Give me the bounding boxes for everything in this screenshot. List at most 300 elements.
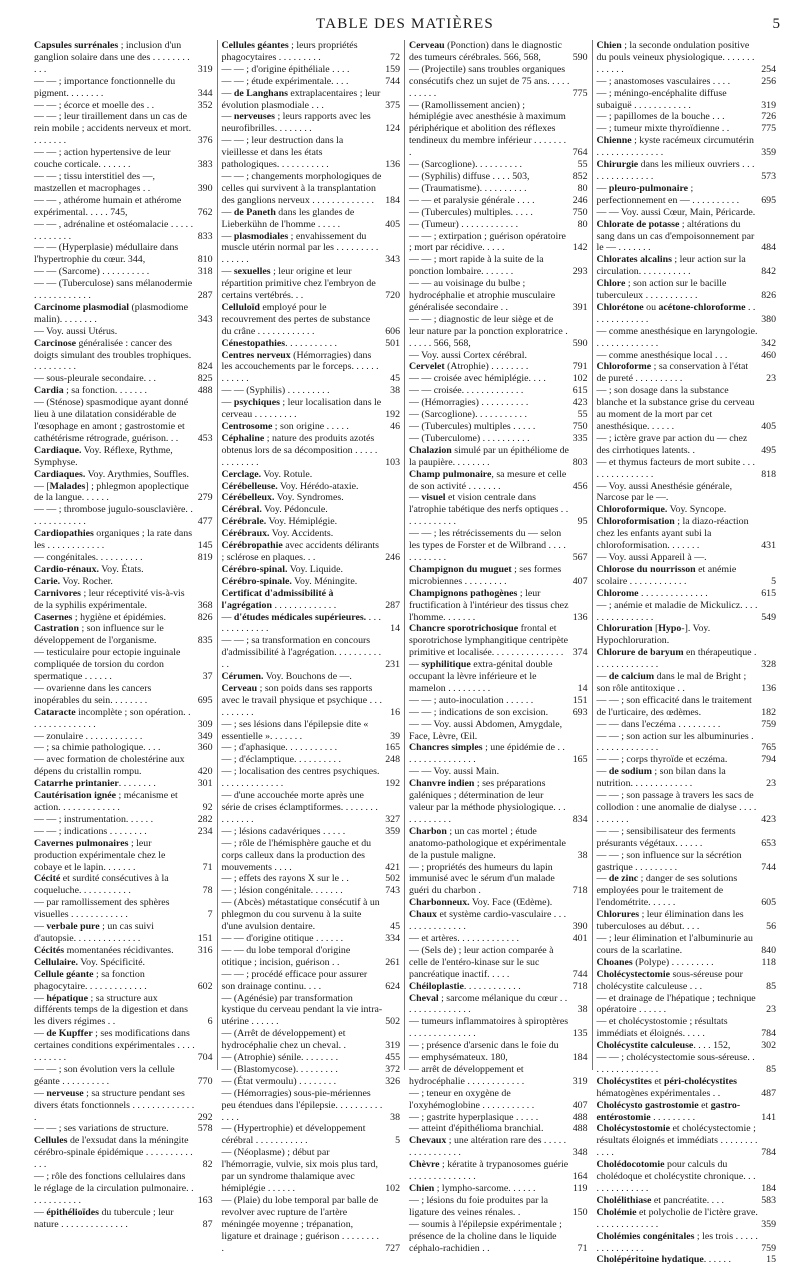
index-entry — [409, 183, 588, 195]
index-entry — [597, 754, 777, 766]
entry-label — [222, 338, 383, 350]
index-entry — [597, 1100, 777, 1124]
entry-text: . . . . . . . . — [118, 778, 156, 790]
entry-text: — par ramollissement des sphères visuelles . . . . . . . . . . . . — [34, 897, 170, 921]
entry-page-number: 775 — [572, 87, 588, 99]
entry-text: ; nature des produits azotés obtenus lors de sa décomposition . . . . . . . . . . . . . — [221, 432, 378, 468]
entry-page-number: 150 — [572, 1206, 588, 1218]
entry-label — [597, 385, 759, 433]
entry-text: ; leur action sur la circulation. . . . . . . . . . . — [596, 254, 746, 278]
entry-page-number: 141 — [761, 1111, 776, 1123]
entry-heading: psychiques — [233, 397, 280, 409]
index-entry — [597, 350, 777, 362]
entry-text: — ; effets des rayons X sur le . . — [221, 873, 349, 885]
entry-page-number: 770 — [197, 1075, 213, 1087]
index-entry — [409, 350, 588, 362]
entry-text: — — du lobe temporal d'origine otitique ; incision, guérison . . — [221, 944, 351, 968]
index-entry — [597, 1052, 777, 1076]
entry-label — [222, 933, 383, 945]
index-entry — [409, 623, 588, 659]
entry-heading: Chienne — [596, 135, 632, 147]
index-entry — [34, 576, 213, 588]
entry-label — [222, 635, 383, 671]
entry-label — [409, 778, 570, 826]
entry-label — [34, 481, 195, 505]
entry-label — [597, 278, 759, 302]
index-entry — [222, 111, 401, 135]
entry-text: — — ; procédé efficace pour assurer son drainage continu. . . . — [221, 968, 368, 992]
index-column-2 — [218, 40, 406, 1254]
entry-page-number: 37 — [202, 671, 213, 683]
entry-label — [409, 231, 570, 255]
entry-label — [597, 76, 759, 88]
entry-heading: verbale pure — [46, 921, 100, 933]
index-entry — [34, 171, 213, 195]
entry-heading: Cellulaire. — [34, 956, 78, 968]
entry-label — [597, 1207, 759, 1231]
index-entry — [34, 1123, 213, 1135]
index-entry — [597, 1195, 777, 1207]
entry-page-number: 182 — [761, 706, 776, 718]
index-entry — [597, 564, 777, 588]
entry-page-number: 704 — [197, 1052, 213, 1064]
entry-text: ; mécanisme et action. . . . . . . . . . . . . — [34, 790, 178, 813]
entry-text: — ; ictère grave par action du — chez des cirrhotiques latents. . — [596, 432, 748, 456]
index-entry — [409, 707, 588, 719]
entry-page-number: 7 — [207, 909, 213, 921]
index-entry — [597, 159, 777, 183]
index-entry — [409, 445, 588, 469]
entry-heading: Celluloïd — [221, 301, 260, 313]
entry-page-number: 282 — [197, 813, 213, 825]
entry-label — [222, 588, 383, 612]
index-entry — [34, 373, 213, 385]
entry-heading: Cholécystites — [596, 1075, 652, 1087]
entry-text: et surdité consécutives à la coqueluche. . . . . . . . . . . — [34, 873, 169, 897]
entry-text: Voy. Spécificité. — [77, 956, 145, 968]
entry-heading: épithélioïdes — [46, 1206, 100, 1218]
entry-label — [222, 969, 383, 993]
entry-text: avec accidents délirants ; sclérose en plaques. . . — [221, 540, 379, 563]
entry-text: — (Néoplasme) ; début par l'hémorragie, vulvie, six mois plus tard, par un syndrome thalamique avec hémiplégie . . . . . . — [221, 1147, 378, 1194]
index-entry — [597, 1254, 777, 1266]
entry-label — [34, 1207, 196, 1231]
index-entry — [409, 659, 588, 695]
entry-label — [597, 564, 760, 588]
index-entry — [409, 409, 588, 421]
entry-text: — ; méningo-encéphalite diffuse subaiguë . . . . . . . . . . . . — [596, 87, 727, 111]
entry-label — [597, 933, 759, 957]
entry-text: (Ponction) dans le diagnostic des tumeurs cérébrales. 566, 568, — [409, 40, 563, 63]
entry-text: — et artères. . . . . . . . . . . . . — [409, 932, 519, 944]
entry-text: ; ses préparations galéniques ; détermination de leur valeur par la méthode physiologique. . . . . . . . . . . . — [409, 778, 566, 825]
entry-label — [34, 397, 195, 445]
entry-label — [409, 945, 570, 981]
entry-page-number: 87 — [202, 1218, 213, 1230]
index-entry — [34, 278, 213, 302]
entry-text: — ; rôle des fonctions cellulaires dans le réglage de la circulation pulmonaire. . . . . . . . . . . . — [34, 1171, 194, 1206]
entry-heading: Chlorure de baryum — [596, 647, 684, 659]
entry-text: ] ; phlegmon apoplectique de la langue. . . . . . — [34, 480, 189, 504]
entry-page-number: 718 — [572, 980, 588, 992]
entry-heading: Cérébrale. — [221, 516, 267, 528]
entry-heading: Carie. — [34, 575, 61, 587]
index-entry — [222, 528, 401, 540]
index-column-1 — [30, 40, 218, 1230]
index-entry — [34, 838, 213, 874]
entry-page-number: 118 — [761, 956, 776, 968]
entry-heading: visuel — [421, 492, 446, 504]
entry-text: et — [651, 1075, 664, 1087]
index-entry — [409, 64, 588, 100]
entry-text: — — ; étude expérimentale. . . . — [221, 75, 349, 87]
entry-page-number: 184 — [761, 1183, 776, 1194]
entry-label — [34, 576, 196, 588]
entry-label — [597, 1052, 760, 1076]
entry-page-number: 834 — [572, 813, 588, 825]
index-entry — [409, 1088, 588, 1112]
entry-page-number: 819 — [197, 551, 213, 563]
entry-label — [409, 469, 570, 493]
page-header — [30, 16, 780, 40]
entry-heading: Cervelet — [409, 361, 445, 373]
index-entry — [34, 945, 213, 957]
entry-text: ; son origine . . . . . — [272, 421, 349, 432]
entry-text: ; sa fonction. . . . . . . — [63, 385, 148, 397]
entry-label — [597, 588, 759, 600]
index-entry — [597, 790, 777, 826]
entry-heading: Cécité — [34, 873, 61, 885]
entry-label — [409, 993, 571, 1017]
entry-label — [34, 778, 195, 790]
entry-label — [222, 945, 383, 969]
entry-text: organiques ; la rate dans les . . . . . . . . . . . . — [34, 528, 193, 552]
entry-label — [597, 135, 759, 159]
entry-page-number: 487 — [761, 1087, 776, 1099]
entry-heading: Cholépéritoine hydatique — [596, 1254, 704, 1266]
entry-label — [34, 504, 195, 528]
entry-label — [409, 1112, 570, 1124]
entry-page-number: 423 — [572, 397, 588, 409]
entry-text: — [ — [34, 480, 50, 492]
index-entry — [597, 457, 777, 481]
entry-page-number: 583 — [761, 1194, 776, 1206]
entry-page-number: 852 — [572, 170, 588, 182]
entry-heading: syphilitique — [421, 659, 471, 671]
entry-text: et vision centrale dans l'atrophie tabétique des nerfs optiques . . . . . . . . . . . . — [409, 492, 569, 528]
entry-page-number: 319 — [572, 1075, 588, 1087]
entry-label — [34, 1088, 195, 1124]
entry-page-number: 390 — [572, 921, 588, 933]
entry-page-number: 606 — [385, 325, 400, 337]
entry-label — [222, 671, 384, 683]
entry-label — [222, 504, 384, 516]
index-entry — [409, 373, 588, 385]
entry-text: — — [221, 611, 234, 623]
entry-label — [597, 552, 760, 564]
entry-label — [409, 421, 570, 433]
entry-text: — — ; cholécystectomie sous-séreuse. . . . . . . . . . . . . . . — [596, 1052, 755, 1075]
entry-page-number: 460 — [761, 349, 776, 361]
entry-label — [409, 159, 571, 171]
entry-page-number: 376 — [197, 135, 213, 147]
entry-page-number: 319 — [197, 63, 213, 75]
entry-label — [34, 469, 196, 481]
entry-label — [222, 421, 384, 433]
entry-text: — ; gastrite hyperplasique . . . . . — [409, 1111, 539, 1123]
entry-page-number: 95 — [577, 516, 588, 528]
entry-label — [34, 623, 195, 647]
entry-page-number: 818 — [761, 468, 776, 480]
index-entry — [34, 588, 213, 612]
index-entry — [597, 1159, 777, 1195]
index-entry — [34, 778, 213, 790]
entry-label — [34, 731, 195, 743]
entry-text: — — croisée avec hémiplégie. . . . — [409, 373, 546, 385]
entry-text: — — ; corps thyroïde et eczéma. — [596, 754, 728, 766]
entry-text: — — [409, 659, 422, 671]
entry-label — [409, 1123, 570, 1135]
entry-label — [34, 945, 195, 957]
entry-page-number: 743 — [385, 885, 400, 897]
entry-label — [597, 695, 759, 719]
entry-text: ; leur élimination dans les tuberculoses au début. . . . — [596, 909, 744, 933]
entry-heading: de sodium — [608, 766, 652, 778]
entry-label — [597, 1040, 759, 1052]
index-entry — [34, 147, 213, 171]
entry-page-number: 407 — [572, 1099, 588, 1111]
entry-text: Voy. Accidents. — [269, 528, 334, 540]
entry-text: — ; papillomes de la bouche . . . — [596, 111, 725, 123]
entry-heading: Cholécystectomie — [596, 968, 670, 980]
entry-label — [34, 147, 195, 171]
index-columns — [30, 40, 780, 1266]
entry-text: — ; leur élimination et l'albuminurie au cours de la scarlatine. — [596, 932, 753, 956]
entry-page-number: 16 — [390, 706, 400, 718]
entry-label — [597, 159, 759, 183]
entry-page-number: 502 — [385, 1016, 400, 1028]
entry-label — [34, 373, 195, 385]
entry-text: ; inclusion d'un ganglion solaire dans une des . . . . . . . . . . . — [34, 40, 190, 75]
entry-text: — atteint d'épithélioma branchial. — [409, 1123, 544, 1135]
entry-page-number: 405 — [761, 421, 776, 432]
entry-page-number: 695 — [197, 694, 213, 706]
index-entry — [222, 933, 401, 945]
entry-page-number: 759 — [761, 718, 776, 730]
entry-heading: Carnivores — [34, 587, 81, 599]
entry-heading: Carcinome plasmodial — [34, 301, 130, 313]
entry-heading: nerveuse — [46, 1087, 84, 1099]
entry-text: — sous-pleurale secondaire. . . — [34, 373, 157, 385]
entry-text: ; danger de ses solutions employées pour le traitement de l'endométrite. . . . . . — [596, 873, 738, 909]
entry-text: Voy. Rocher. — [60, 575, 113, 587]
entry-label — [409, 361, 570, 373]
entry-page-number: 163 — [197, 1194, 213, 1206]
entry-text: — — ; sensibilisateur des ferments présurants végétaux. . . . . . — [596, 825, 736, 849]
entry-text: — — ; indications de son excision. — [409, 706, 549, 718]
entry-label — [34, 40, 195, 76]
entry-heading: Chloruration — [596, 623, 653, 635]
index-entry — [597, 135, 777, 159]
index-entry — [409, 433, 588, 445]
entry-page-number: 14 — [577, 682, 588, 694]
entry-heading: Chlorate de potasse — [596, 218, 680, 230]
entry-page-number: 624 — [385, 980, 400, 992]
entry-page-number: 85 — [766, 980, 776, 992]
entry-text: ; leurs rapports avec les neurofibrilles. . . . . . . . — [221, 111, 371, 135]
entry-text: — (Sels de) ; leur action comparée à celle de l'entéro-kinase sur le suc pancréatique inactif. . . . . — [409, 944, 554, 980]
entry-page-number: 192 — [385, 409, 400, 421]
entry-label — [222, 564, 384, 576]
entry-text: — et thymus facteurs de mort subite . . . . . . . . . . . . . . . — [596, 456, 756, 480]
entry-page-number: 759 — [761, 1242, 776, 1254]
index-entry — [222, 1028, 401, 1052]
index-entry — [222, 671, 401, 683]
entry-text: — — ; importance fonctionnelle du pigment. . . . . . . . — [34, 75, 176, 99]
entry-label — [409, 207, 570, 219]
entry-text: — Voy. aussi Cortex cérébral. — [409, 349, 528, 361]
entry-label — [222, 742, 383, 754]
entry-label — [597, 1076, 759, 1100]
index-entry — [222, 576, 401, 588]
index-entry — [409, 1183, 588, 1195]
entry-page-number: 360 — [197, 742, 213, 754]
entry-page-number: 826 — [761, 290, 776, 302]
index-entry — [597, 278, 777, 302]
entry-heading: Cérébral. — [221, 504, 262, 516]
entry-heading: péri-cholécystites — [663, 1075, 737, 1087]
entry-text: Voy. Bouchons de —. — [263, 671, 352, 683]
entry-page-number: 375 — [385, 99, 400, 111]
index-entry — [597, 1016, 777, 1040]
entry-text: ; son action sur le bacille tuberculeux . . . . . . . . . . . — [596, 278, 727, 302]
entry-label — [409, 659, 571, 695]
entry-text: — Voy. aussi Anesthésie générale, Narcose par le —. — [596, 480, 733, 504]
entry-label — [409, 278, 570, 314]
index-entry — [222, 945, 401, 969]
entry-label — [597, 873, 759, 909]
entry-page-number: 605 — [761, 897, 776, 909]
entry-page-number: 765 — [761, 742, 776, 754]
entry-heading: Chlorome — [596, 587, 639, 599]
entry-label — [409, 742, 570, 766]
entry-text: ; son poids dans ses rapports avec le travail physique et psychique . . . . . . . . . . — [221, 682, 382, 718]
entry-page-number: 349 — [197, 730, 213, 742]
index-entry — [34, 1088, 213, 1124]
entry-page-number: 184 — [385, 194, 400, 206]
entry-page-number: 119 — [573, 1183, 588, 1194]
entry-label — [222, 135, 383, 171]
index-column-4 — [593, 40, 781, 1266]
entry-label — [222, 481, 384, 493]
entry-page-number: 343 — [197, 313, 213, 325]
index-entry — [597, 933, 777, 957]
entry-page-number: 80 — [577, 218, 588, 230]
entry-page-number: 38 — [390, 1111, 400, 1123]
entry-label — [597, 600, 759, 624]
entry-heading: Certificat d'admissibilité à l'agrégation — [221, 587, 334, 611]
entry-text: ; lympho-sarcome. . . . . . — [434, 1183, 536, 1194]
entry-page-number: 750 — [572, 206, 588, 218]
index-entry — [34, 647, 213, 683]
index-entry — [409, 492, 588, 528]
entry-label — [597, 1123, 759, 1159]
entry-text: — — ; changements morphologiques de celles qui survivent à la transplantation des ganglions nerveux . . . . . . . . . . . . . — [221, 170, 382, 206]
entry-page-number: 784 — [761, 1028, 776, 1040]
entry-text: ; une épidémie de . . . . . . . . . . . . . . . . — [409, 742, 565, 766]
entry-page-number: 615 — [572, 385, 588, 397]
entry-page-number: 279 — [197, 492, 213, 504]
entry-page-number: 407 — [572, 575, 588, 587]
index-entry — [34, 528, 213, 552]
entry-heading: Chirurgie — [596, 159, 639, 171]
index-entry — [597, 671, 777, 695]
entry-text: Voy. Face (Œdème). — [469, 897, 553, 909]
entry-text: — (Hémorragies) . . . . . . . . . . — [409, 397, 529, 409]
entry-label — [222, 1195, 383, 1255]
entry-text: — avec formation de cholestérine aux dépens du cristallin rompu. — [34, 754, 185, 778]
entry-text: . . . . . . . . . . . . . — [221, 611, 381, 635]
entry-text: [ — [652, 623, 659, 635]
entry-text: — (Atrophie) sénile. . . . . . . . — [221, 1052, 339, 1064]
entry-text: — — (Tuberculose) sans mélanodermie . . . . . . . . . . . . — [34, 278, 193, 302]
entry-label — [409, 707, 570, 719]
index-entry — [222, 469, 401, 481]
entry-heading: Cérébropathie — [221, 540, 283, 552]
index-entry — [34, 993, 213, 1029]
index-entry — [222, 492, 401, 504]
entry-text: — — dans l'eczéma . . . . . . . . . — [596, 718, 721, 730]
index-entry — [409, 40, 588, 64]
entry-text: ; leur fructification à l'intérieur des tissus chez l'homme. . . . . . . — [409, 587, 569, 623]
entry-label — [34, 969, 195, 993]
index-entry — [409, 766, 588, 778]
entry-page-number: 334 — [385, 932, 400, 944]
entry-text: ; perfectionnement en — . . . . . . . . . . — [596, 182, 740, 206]
entry-text: — — ; son efficacité dans le traitement de l'urticaire, des œdèmes. — [596, 694, 752, 718]
entry-heading: Chloroformique. — [596, 504, 668, 516]
index-entry — [222, 504, 401, 516]
entry-page-number: 343 — [385, 254, 400, 266]
entry-page-number: 102 — [385, 1183, 400, 1194]
index-entry — [597, 695, 777, 719]
index-entry — [34, 790, 213, 814]
entry-label — [597, 123, 759, 135]
index-entry — [222, 612, 401, 636]
entry-label — [597, 361, 760, 385]
entry-page-number: 744 — [761, 861, 776, 873]
index-entry — [409, 695, 588, 707]
index-entry — [222, 40, 401, 64]
entry-text: — — [409, 492, 422, 504]
index-entry — [409, 981, 588, 993]
entry-text: — (Tuberculome) . . . . . . . . . . — [409, 432, 530, 444]
index-entry — [409, 862, 588, 898]
entry-text: — — [221, 397, 234, 409]
entry-label — [597, 909, 760, 933]
index-entry — [222, 385, 401, 397]
entry-label — [409, 1088, 570, 1112]
index-entry — [222, 64, 401, 76]
entry-text: — soumis à l'épilepsie expérimentale ; présence de la choline dans le liquide céphalo-rachidien . . — [409, 1218, 562, 1254]
index-entry — [409, 742, 588, 766]
entry-label — [409, 897, 571, 909]
entry-page-number: 55 — [577, 159, 588, 171]
entry-page-number: 78 — [202, 885, 213, 897]
entry-page-number: 5 — [395, 1135, 400, 1147]
entry-text: — — ; extirpation ; guérison opératoire ; mort par récidive. . . . . — [409, 230, 566, 254]
entry-page-number: 159 — [385, 63, 400, 75]
